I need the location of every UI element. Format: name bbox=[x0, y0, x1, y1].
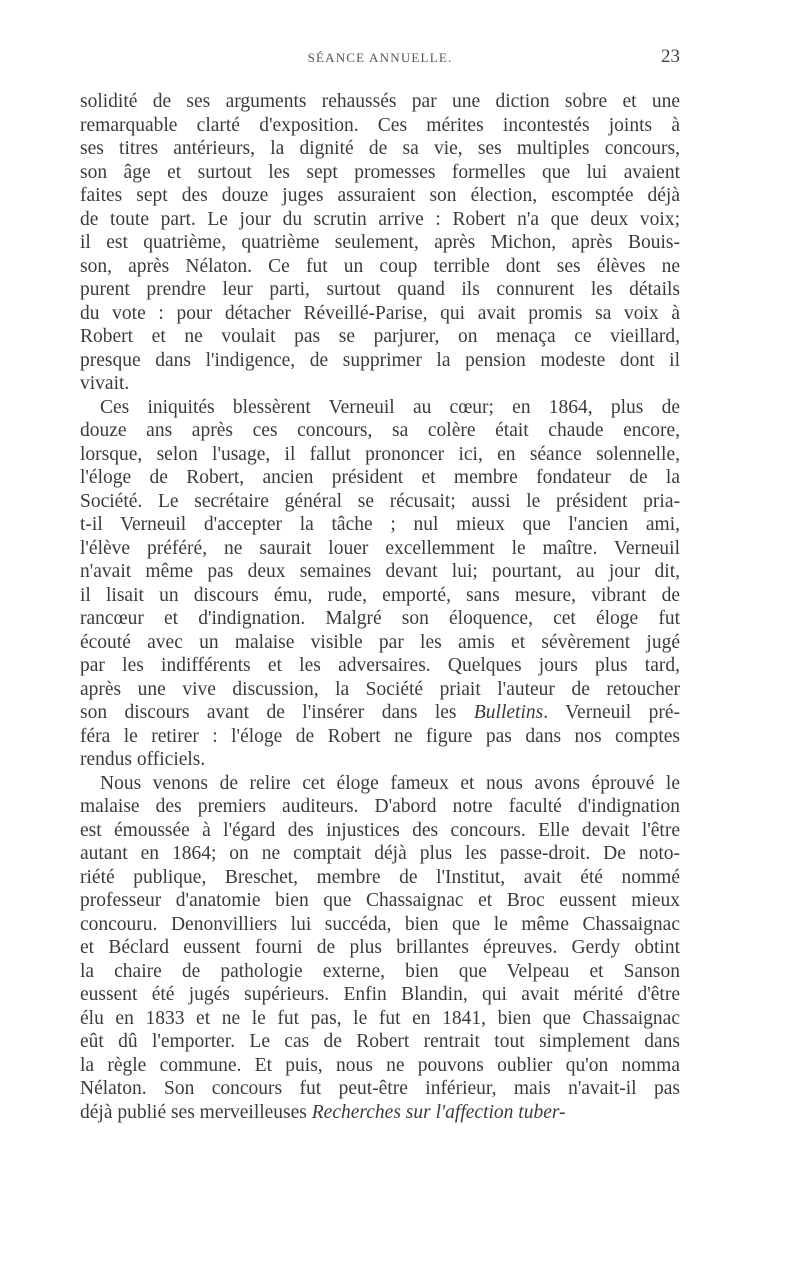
body-text bbox=[80, 90, 680, 1124]
text-line: l'éloge de Robert, ancien président et membre fondateur de la bbox=[80, 467, 680, 488]
text-line: de toute part. Le jour du scrutin arrive : Robert n'a que deux voix; bbox=[80, 208, 680, 230]
text-line: purent prendre leur parti, surtout quand ils connurent les détails bbox=[80, 279, 680, 300]
text-line: riété publique, Breschet, membre de l'Institut, avait été nommé bbox=[80, 866, 680, 888]
text-line: Société. Le secrétaire général se récusait; aussi le président pria- bbox=[80, 490, 680, 512]
text-line: Nélaton. Son concours fut peut-être inférieur, mais n'avait-il pas bbox=[80, 1078, 680, 1099]
text-line: solidité de ses arguments rehaussés par une diction sobre et une bbox=[80, 91, 680, 112]
text-line: et Béclard eussent fourni de plus brillantes épreuves. Gerdy obtint bbox=[80, 937, 680, 958]
text-line: vivait. bbox=[80, 373, 130, 394]
paragraph bbox=[80, 772, 680, 1125]
text-line: professeur d'anatomie bien que Chassaignac et Broc eussent mieux bbox=[80, 890, 680, 911]
text-line: autant en 1864; on ne comptait déjà plus les passe-droit. De noto- bbox=[80, 843, 680, 864]
text-line: lorsque, selon l'usage, il fallut prononcer ici, en séance solennelle, bbox=[80, 443, 680, 465]
text-line: n'avait même pas deux semaines devant lui; pourtant, au jour dit, bbox=[80, 561, 680, 582]
text-line: douze ans après ces concours, sa colère était chaude encore, bbox=[80, 420, 680, 441]
text-line: malaise des premiers auditeurs. D'abord notre faculté d'indignation bbox=[80, 796, 680, 817]
text-line: eussent été jugés supérieurs. Enfin Blandin, qui avait mérité d'être bbox=[80, 984, 680, 1005]
text-line: déjà publié ses merveilleuses Recherches sur l'affection tuber- bbox=[80, 1101, 566, 1123]
text-line: rancœur et d'indignation. Malgré son éloquence, cet éloge fut bbox=[80, 608, 680, 629]
running-title: SÉANCE ANNUELLE. bbox=[307, 50, 453, 65]
text-line: son discours avant de l'insérer dans les Bulletins. Verneuil pré- bbox=[80, 702, 680, 723]
text-line: Robert et ne voulait pas se parjurer, on menaça ce vieillard, bbox=[80, 326, 680, 347]
paragraph bbox=[80, 90, 680, 396]
text-line: la règle commune. Et puis, nous ne pouvons oublier qu'on nomma bbox=[80, 1054, 680, 1076]
text-line: l'élève préféré, ne saurait louer excellemment le maître. Verneuil bbox=[80, 537, 680, 559]
text-line: féra le retirer : l'éloge de Robert ne figure pas dans nos comptes bbox=[80, 725, 680, 747]
text-line: Nous venons de relire cet éloge fameux et nous avons éprouvé le bbox=[100, 772, 680, 794]
text-line: Ces iniquités blessèrent Verneuil au cœur; en 1864, plus de bbox=[100, 396, 680, 418]
text-line: est émoussée à l'égard des injustices des concours. Elle devait l'être bbox=[80, 819, 680, 841]
text-line: presque dans l'indigence, de supprimer la pension modeste dont il bbox=[80, 349, 680, 371]
text-line: écouté avec un malaise visible par les amis et sévèrement jugé bbox=[80, 631, 680, 653]
text-line: après une vive discussion, la Société priait l'auteur de retoucher bbox=[80, 678, 680, 700]
running-head bbox=[80, 46, 680, 70]
text-line: il est quatrième, quatrième seulement, après Michon, après Bouis- bbox=[80, 232, 680, 253]
italic-title: Bulletins bbox=[473, 702, 544, 723]
text-line: eût dû l'emporter. Le cas de Robert rentrait tout simplement dans bbox=[80, 1031, 680, 1052]
text-line: son âge et surtout les sept promesses formelles que lui avaient bbox=[80, 161, 680, 183]
text-line: son, après Nélaton. Ce fut un coup terrible dont ses élèves ne bbox=[80, 255, 680, 277]
text-line: ses titres antérieurs, la dignité de sa vie, ses multiples concours, bbox=[80, 138, 680, 159]
paragraph bbox=[80, 396, 680, 772]
text-line: rendus officiels. bbox=[80, 749, 206, 770]
text-line: la chaire de pathologie externe, bien que Velpeau et Sanson bbox=[80, 960, 680, 982]
text-line: il lisait un discours ému, rude, emporté, sans mesure, vibrant de bbox=[80, 584, 680, 606]
text-line: faites sept des douze juges assuraient son élection, escomptée déjà bbox=[80, 185, 680, 206]
page-number: 23 bbox=[661, 46, 680, 67]
text-line: t-il Verneuil d'accepter la tâche ; nul mieux que l'ancien ami, bbox=[80, 514, 680, 535]
italic-title: Recherches sur l'affection tuber- bbox=[311, 1101, 566, 1123]
text-line: concouru. Denonvilliers lui succéda, bien que le même Chassaignac bbox=[80, 913, 680, 935]
text-line: élu en 1833 et ne le fut pas, le fut en 1841, bien que Chassaignac bbox=[80, 1007, 680, 1029]
text-line: remarquable clarté d'exposition. Ces mérites incontestés joints à bbox=[80, 114, 680, 136]
text-line: par les indifférents et les adversaires. Quelques jours plus tard, bbox=[80, 655, 680, 676]
text-line: du vote : pour détacher Réveillé-Parise, qui avait promis sa voix à bbox=[80, 302, 680, 324]
